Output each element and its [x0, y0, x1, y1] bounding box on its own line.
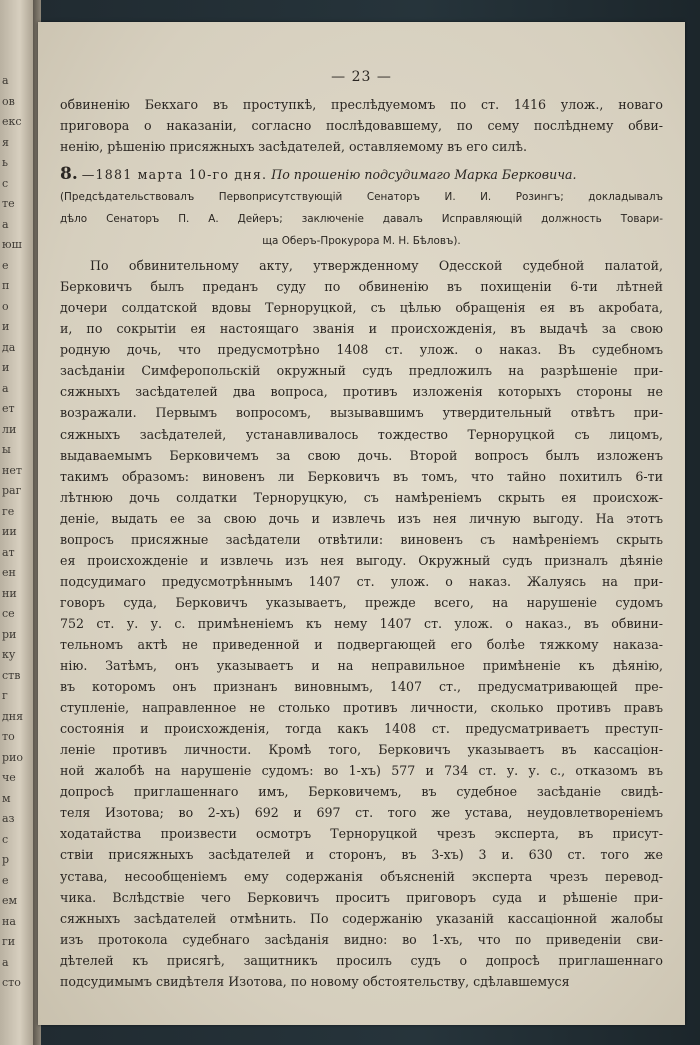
- left-page-edge: [0, 0, 36, 1045]
- left-page-fragment: р: [2, 853, 10, 866]
- text-line: ненію, рѣшенію присяжныхъ засѣдателей, оставляемому въ его силѣ.: [60, 139, 527, 155]
- body-text: [60, 255, 663, 992]
- text-line: изъ протокола судебнаго засѣданія видно: во 1-хъ, что по приведеніи сви-: [60, 931, 663, 947]
- text-line: приговора о наказаніи, согласно послѣдовавшему, по сему послѣднему обви-: [60, 118, 663, 134]
- text-line: 752 ст. у. у. с. примѣненіемъ къ нему 1407 ст. улож. о наказ., въ обвини-: [60, 615, 663, 631]
- left-page-fragment: п: [2, 279, 10, 292]
- text-line: чика. Вслѣдствіе чего Берковичъ проситъ приговоръ суда и рѣшеніе при-: [60, 889, 663, 905]
- left-page-fragment: а: [2, 381, 9, 395]
- page-number: — 23 —: [331, 69, 392, 85]
- left-page-fragment: ге: [2, 504, 15, 518]
- case-heading: [60, 164, 663, 185]
- text-line: сяжныхъ засѣдателей, устанавливалось тождество Терноруцкой съ лицомъ,: [60, 426, 663, 442]
- text-line: такимъ образомъ: виновенъ ли Берковичъ въ томъ, что тайно похитилъ 6-ти: [60, 468, 663, 484]
- left-page-fragment: а: [2, 74, 9, 87]
- left-page-fragment: а: [2, 217, 9, 231]
- text-line: деніе, выдать ее за свою дочь и извлечь изъ нея личную выгоду. На этотъ: [60, 510, 663, 526]
- left-page-fragment: раг: [2, 484, 22, 497]
- left-page-fragment: се: [2, 607, 15, 620]
- text-line: По обвинительному акту, утвержденному Одесской судебной палатой,: [90, 258, 663, 274]
- text-line: ступленіе, направленное не столько противъ личности, сколько противъ правъ: [60, 700, 663, 716]
- text-line: дочери солдатской вдовы Терноруцкой, съ цѣлью обращенія ея въ акробата,: [60, 300, 663, 316]
- text-line: ща Оберъ-Прокурора М. Н. Бѣловъ).: [262, 235, 461, 248]
- left-page-fragment: да: [2, 340, 16, 354]
- text-line: говоръ суда, Берковичъ указываетъ, прежде всего, на нарушеніе судомъ: [60, 594, 663, 610]
- text-line: и, по сокрытіи ея настоящаго званія и происхожденія, въ выдачѣ за свою: [60, 321, 663, 337]
- left-page-fragment: ов: [2, 94, 15, 108]
- left-page-fragment: че: [2, 771, 16, 784]
- text-line: выдаваемымъ Берковичемъ за свою дочь. Второй вопросъ былъ изложенъ: [60, 447, 663, 463]
- left-page-fragment: нет: [2, 463, 22, 477]
- left-page-fragment: ни: [2, 586, 17, 600]
- left-page-fragment: ен: [2, 566, 16, 579]
- left-page-fragment: ы: [2, 443, 11, 456]
- left-page-fragment: ли: [2, 422, 17, 436]
- left-page-fragment: ет: [2, 402, 15, 415]
- text-line: подсудимымъ свидѣтеля Изотова, по новому обстоятельству, сдѣлавшемуся: [60, 973, 570, 989]
- text-line: устава, несообщеніемъ ему содержанія объясненій эксперта чрезъ перевод-: [60, 868, 663, 884]
- case-title: По прошенію подсудимаго Марка Берковича.: [271, 167, 577, 183]
- left-page-fragment: ку: [2, 648, 16, 661]
- left-page-fragment: я: [2, 135, 9, 149]
- text-line: леніе противъ личности. Кромѣ того, Берковичъ указываетъ въ кассаціон-: [60, 742, 663, 758]
- text-line: ходатайства произвести осмотръ Терноруцкой чрезъ эксперта, въ присут-: [60, 826, 663, 842]
- intro-paragraph: [60, 94, 663, 157]
- left-page-fragment: о: [2, 299, 9, 313]
- text-line: лѣтнюю дочь солдатки Терноруцкую, съ намѣреніемъ скрыть ея происхож-: [60, 489, 663, 505]
- left-page-fragment: сто: [2, 976, 21, 989]
- left-page-fragment: с: [2, 176, 9, 190]
- text-line: ной жалобѣ на нарушеніе судомъ: во 1-хъ) 577 и 734 ст. у. у. с., отказомъ въ: [60, 763, 663, 779]
- left-page-fragment: те: [2, 197, 15, 210]
- text-line: вопросъ присяжные засѣдатели отвѣтили: виновенъ съ намѣреніемъ скрыть: [60, 531, 663, 547]
- left-page-fragment: с: [2, 832, 9, 846]
- left-page-fragment: рио: [2, 750, 23, 764]
- text-line: допросѣ приглашеннаго имъ, Берковичемъ, въ судебное засѣданіе свидѣ-: [60, 784, 663, 800]
- left-page-fragment: на: [2, 914, 16, 928]
- left-page-fragment: ств: [2, 668, 21, 682]
- text-line: состоянія и происхожденія, тогда какъ 1408 ст. предусматриваетъ преступ-: [60, 721, 663, 737]
- left-page-fragment: и: [2, 361, 10, 374]
- left-page-fragment: аз: [2, 812, 15, 825]
- left-page-fragment: ем: [2, 894, 18, 907]
- text-line: ствіи присяжныхъ засѣдателей и сторонъ, въ 3-хъ) 3 и. 630 ст. того же: [60, 847, 663, 863]
- left-page-fragment: ат: [2, 545, 15, 559]
- case-date: —1881 марта 10-го дня.: [81, 167, 268, 183]
- text-line: возражали. Первымъ вопросомъ, вызывавшимъ утвердительный отвѣтъ при-: [60, 405, 663, 421]
- text-line: дѣло Сенаторъ П. А. Дейеръ; заключеніе давалъ Исправляющій должность Товари-: [60, 213, 663, 226]
- left-page-fragment: е: [2, 873, 9, 887]
- text-line: подсудимаго предусмотрѣннымъ 1407 ст. улож. о наказ. Жалуясь на при-: [60, 573, 663, 589]
- text-line: обвиненію Бекхаго въ проступкѣ, преслѣдуемомъ по ст. 1416 улож., новаго: [60, 97, 663, 112]
- left-page-fragment: ги: [2, 935, 16, 948]
- text-line: ея происхожденіе и извлечь изъ нея выгоду. Окружный судъ призналъ дѣяніе: [60, 552, 663, 568]
- text-line: въ которомъ онъ признанъ виновнымъ, 1407 ст., предусматривающей пре-: [60, 679, 663, 695]
- text-line: нію. Затѣмъ, онъ указываетъ и на неправильное примѣненіе къ дѣянію,: [60, 658, 663, 674]
- left-page-fragment: ь: [2, 156, 8, 169]
- left-page-fragment: екс: [2, 115, 22, 128]
- left-page-fragment: а: [2, 955, 9, 969]
- text-line: (Предсѣдательствовалъ Первоприсутствующій Сенаторъ И. И. Розингъ; докладывалъ: [60, 191, 663, 204]
- text-line: дѣтелей къ присягѣ, защитникъ просилъ судъ о допросѣ приглашеннаго: [60, 952, 663, 968]
- presiding-note: [60, 189, 663, 250]
- left-page-fragment: ри: [2, 627, 17, 641]
- left-page-fragment: дня: [2, 709, 24, 723]
- left-page-fragment: то: [2, 730, 15, 743]
- text-line: тельномъ актѣ не приведенной и подвергающей его болѣе тяжкому наказа-: [60, 636, 663, 652]
- text-line: сяжныхъ засѣдателей отмѣнить. По содержанію указаній кассаціонной жалобы: [60, 910, 663, 926]
- text-line: теля Изотова; во 2-хъ) 692 и 697 ст. того же устава, неудовлетвореніемъ: [60, 805, 663, 821]
- text-line: сяжныхъ засѣдателей два вопроса, противъ изложенія которыхъ стороны не: [60, 384, 663, 400]
- left-page-fragment: г: [2, 689, 8, 702]
- text-line: Берковичъ былъ преданъ суду по обвиненію въ похищеніи 6-ти лѣтней: [60, 279, 663, 295]
- left-page-fragment: м: [2, 791, 11, 805]
- case-number: 8.: [60, 164, 78, 185]
- left-page-fragment: ии: [2, 525, 17, 538]
- page-content: [60, 74, 663, 992]
- left-page-fragment: е: [2, 258, 9, 272]
- left-page-fragment: юш: [2, 238, 22, 251]
- left-page-fragment: и: [2, 320, 10, 333]
- book-page: [38, 22, 685, 1025]
- text-line: родную дочь, что предусмотрѣно 1408 ст. улож. о наказ. Въ судебномъ: [60, 342, 663, 358]
- text-line: засѣданіи Симферопольскій окружный судъ предложилъ на разрѣшеніе при-: [60, 363, 663, 379]
